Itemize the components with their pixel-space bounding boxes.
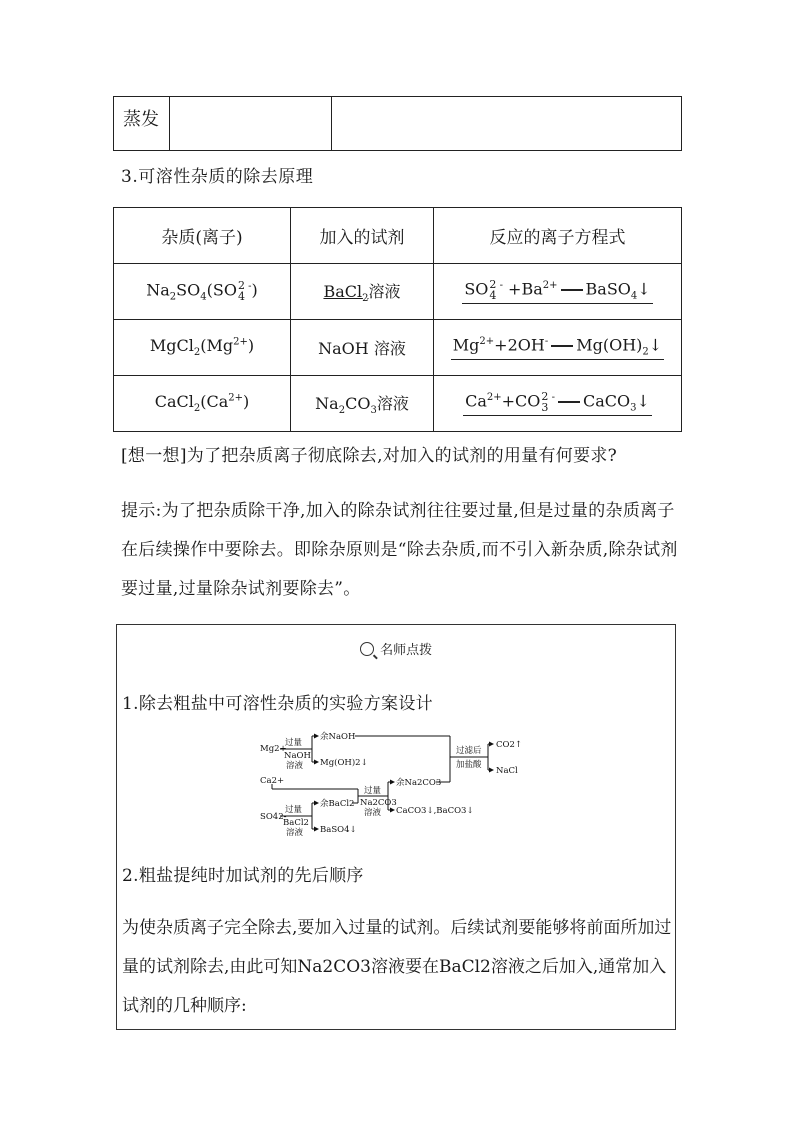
rem-bacl2-label: 余BaCl2 [320, 799, 355, 809]
hint-paragraph: 提示:为了把杂质除干净,加入的除杂试剂往往要过量,但是过量的杂质离子在后续操作中要除去。即除杂原则是“除去杂质,而不引入新杂质,除杂试剂要过量,过量除杂试剂要除去”。 [121, 501, 678, 599]
reagent-cell: BaCl$_2$溶液 [291, 264, 434, 320]
reagent-cell: NaOH 溶液 [291, 320, 434, 376]
table-row [114, 320, 682, 376]
purification-flow-diagram [260, 729, 523, 841]
table-row [114, 264, 682, 320]
column-header: 杂质(离子) [114, 208, 291, 264]
table-cell [332, 97, 682, 151]
tip-item-1: 1.除去粗盐中可溶性杂质的实验方案设计 [122, 694, 433, 714]
solution-label: 溶液 [286, 828, 304, 838]
tip-item-2: 2.粗盐提纯时加试剂的先后顺序 [122, 866, 364, 886]
baso4-label: BaSO4↓ [320, 825, 357, 835]
rem-na2co3-label: 余Na2CO3 [396, 778, 442, 788]
magnifier-icon [360, 642, 374, 656]
column-header: 反应的离子方程式 [434, 208, 682, 264]
teacher-tips-box [116, 624, 676, 1030]
box-title-text: 名师点拨 [380, 643, 433, 658]
evaporation-table-fragment [113, 96, 682, 151]
filter-label: 过滤后 [456, 746, 482, 756]
na2co3-label: Na2CO3 [360, 798, 397, 808]
co2-label: CO2↑ [496, 740, 523, 750]
section-heading: 3.可溶性杂质的除去原理 [121, 167, 314, 187]
nacl-label: NaCl [496, 766, 518, 776]
solution-label: 溶液 [286, 761, 304, 771]
caco3-label: CaCO3↓,BaCO3↓ [396, 806, 474, 816]
equation-cell: $Mg^{2+}+2OH^-$ $Mg(OH)_2↓$ [434, 320, 682, 376]
excess-label: 过量 [364, 786, 382, 796]
equation-cell: $Ca^{2+}+CO$ 2 3 - CaCO$_3$↓ [434, 376, 682, 432]
ca-label: Ca2+ [260, 776, 285, 786]
think-question: [想一想]为了把杂质离子彻底除去,对加入的试剂的用量有何要求? [121, 446, 618, 466]
table-cell: 蒸发 [114, 97, 170, 151]
so4-label: SO42- [260, 812, 287, 822]
acid-label: 加盐酸 [456, 760, 482, 770]
mg-label: Mg2+ [260, 744, 287, 754]
bacl2-label: BaCl2 [283, 818, 309, 828]
solution-label: 溶液 [364, 808, 382, 818]
table-cell [170, 97, 332, 151]
excess-label: 过量 [285, 805, 303, 815]
box-title [117, 639, 675, 658]
reagent-cell: $Na_2CO_3$溶液 [291, 376, 434, 432]
rem-naoh-label: 余NaOH [320, 732, 356, 742]
table-row [114, 376, 682, 432]
table-header-row [114, 208, 682, 264]
excess-label: 过量 [285, 738, 303, 748]
equation-cell: SO 2 4 $^- +Ba^{2+}$ BaSO$_4$↓ [434, 264, 682, 320]
impurity-removal-table [113, 207, 682, 432]
impurity-cell: $MgCl_2(Mg^{2+})$ [114, 320, 291, 376]
impurity-cell: $CaCl_2(Ca^{2+})$ [114, 376, 291, 432]
tip-paragraph: 为使杂质离子完全除去,要加入过量的试剂。后续试剂要能够将前面所加过量的试剂除去,由此可知Na2CO3溶液要在BaCl2溶液之后加入,通常加入试剂的几种顺序: [122, 918, 672, 1016]
column-header: 加入的试剂 [291, 208, 434, 264]
mgoh-label: Mg(OH)2↓ [320, 758, 368, 768]
impurity-cell: $Na_2SO_4(SO$ 2 4 -) [114, 264, 291, 320]
naoh-label: NaOH [284, 751, 311, 761]
